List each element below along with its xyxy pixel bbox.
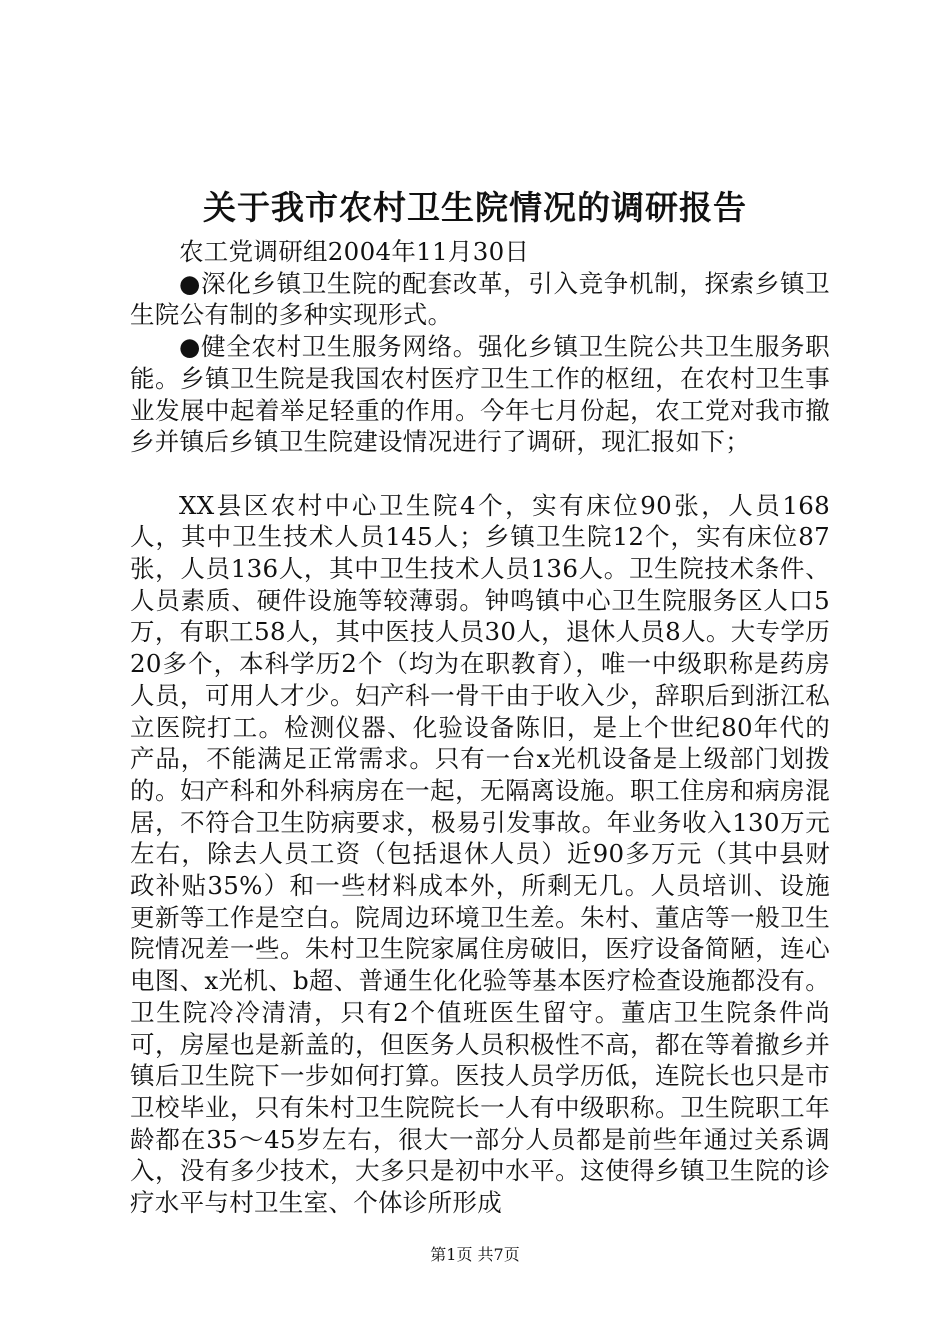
page-footer: 第1页 共7页 [430, 1245, 520, 1264]
byline: 农工党调研组2004年11月30日 [179, 237, 530, 266]
paragraph-survey-findings: XX县区农村中心卫生院4个，实有床位90张，人员168人，其中卫生技术人员145人；乡镇卫生院12个，实有床位87张，人员136人，其中卫生技术人员136人。卫生院技术条件、人员素质、硬件设施等较薄弱。钟鸣镇中心卫生院服务区人口5万，有职工58人，其中医技人员30人，退休人员8人。大专学历20多个，本科学历2个（均为在职教育），唯一中级职称是药房人员，可用人才少。妇产科一骨干由于收入少，辞职后到浙江私立医院打工。检测仪器、化验设备陈旧，是上个世纪80年代的产品，不能满足正常需求。只有一台x光机设备是上级部门划拨的。妇产科和外科病房在一起，无隔离设施。职工住房和病房混居，不符合卫生防病要求，极易引发事故。年业务收入130万元左右，除去人员工资（包括退休人员）近90多万元（其中县财政补贴35%）和一些材料成本外，所剩无几。人员培训、设施更新等工作是空白。院周边环境卫生差。朱村、董店等一般卫生院情况差一些。朱村卫生院家属住房破旧，医疗设备简陋，连心电图、x光机、b超、普通生化化验等基本医疗检查设施都没有。卫生院冷冷清清，只有2个值班医生留守。董店卫生院条件尚可，房屋也是新盖的，但医务人员积极性不高，都在等着撤乡并镇后卫生院下一步如何打算。医技人员学历低，连院长也只是市卫校毕业，只有朱村卫生院院长一人有中级职称。卫生院职工年龄都在35～45岁左右，很大一部分人员都是前些年通过关系调入，没有多少技术，大多只是初中水平。这使得乡镇卫生院的诊疗水平与村卫生室、个体诊所形成 [130, 490, 830, 1218]
paragraph-network: ●健全农村卫生服务网络。强化乡镇卫生院公共卫生服务职能。乡镇卫生院是我国农村医疗卫生工作的枢纽，在农村卫生事业发展中起着举足轻重的作用。今年七月份起，农工党对我市撤乡并镇后乡镇卫生院建设情况进行了调研，现汇报如下； [130, 332, 830, 457]
paragraph-reform: ●深化乡镇卫生院的配套改革，引入竞争机制，探索乡镇卫生院公有制的多种实现形式。 [130, 268, 830, 330]
document-body [130, 236, 830, 1219]
paragraph-spacer [130, 458, 830, 490]
document-title: 关于我市农村卫生院情况的调研报告 [203, 188, 747, 227]
